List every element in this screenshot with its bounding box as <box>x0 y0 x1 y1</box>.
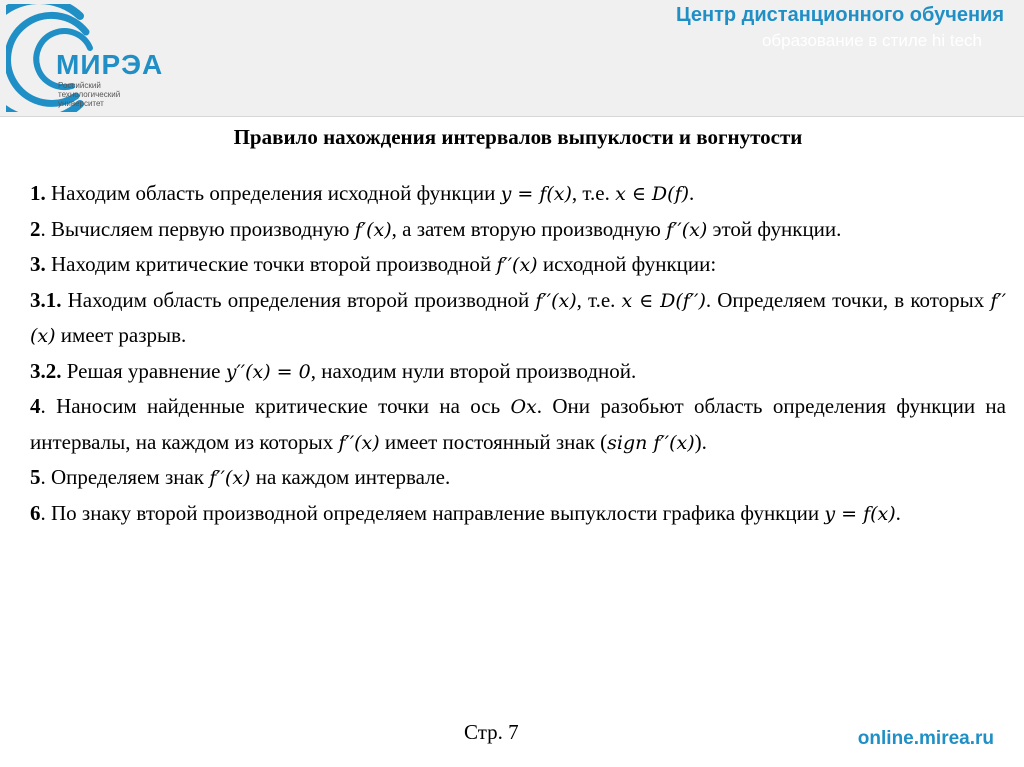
step-number: 6 <box>30 500 41 525</box>
step-text: . Вычисляем первую производную <box>40 216 355 241</box>
slide-content <box>30 118 1006 531</box>
step-text: . Определяем точки, в которых <box>705 287 991 312</box>
math-expression: x ∈ D(f) <box>615 183 690 205</box>
step-text: , а затем вторую производную <box>391 216 667 241</box>
step-text: имеет постоянный знак ( <box>379 429 608 454</box>
step-text: , т.е. <box>571 181 616 205</box>
step-number: 4 <box>30 394 41 418</box>
header-bar <box>0 0 1024 117</box>
step-item <box>30 496 1006 532</box>
step-text: на каждом интервале. <box>250 465 451 489</box>
math-expression: f′′(x) <box>496 254 538 276</box>
step-text: . Определяем знак <box>40 465 210 489</box>
step-text: Находим область определения второй производной <box>61 287 536 312</box>
step-text: Решая уравнение <box>61 358 226 383</box>
step-text: ). <box>694 429 707 454</box>
math-expression: f′′(x) <box>666 218 708 241</box>
footer-url: online.mirea.ru <box>857 728 994 749</box>
math-expression: sign f′′(x) <box>607 431 695 454</box>
step-text: исходной функции: <box>537 252 717 276</box>
step-item <box>30 212 1006 248</box>
math-expression: f′′(x) <box>30 289 1007 347</box>
step-text: , т.е. <box>576 287 622 312</box>
step-number: 3.2. <box>30 358 62 383</box>
step-text: . Они разобьют область определения функции на интервалы, на каждом из которых <box>30 394 1006 454</box>
steps-list <box>30 176 1006 531</box>
document-title: Правило нахождения интервалов выпуклости и вогнутости <box>233 125 803 149</box>
header-title: Центр дистанционного обучения <box>676 4 1004 26</box>
math-expression: y = f(x) <box>500 183 572 205</box>
step-text: Находим критические точки второй производной <box>45 252 497 276</box>
step-text: имеет разрыв. <box>55 323 187 347</box>
math-expression: f′′(x) <box>209 467 251 489</box>
mirea-logo <box>6 4 196 112</box>
step-text: этой функции. <box>707 216 842 241</box>
step-number: 1. <box>30 181 46 205</box>
step-number: 2 <box>30 216 41 241</box>
math-expression: f′(x) <box>354 218 392 241</box>
step-number: 5 <box>30 465 41 489</box>
math-expression: y = f(x) <box>824 502 896 525</box>
logo-caption-line-3: университет <box>58 99 104 108</box>
math-expression: f′′(x) <box>535 289 577 312</box>
step-text: . Наносим найденные критические точки на ось <box>40 394 511 418</box>
step-item <box>30 176 1006 212</box>
logo-wordmark: МИРЭА <box>56 49 164 80</box>
step-item <box>30 247 1006 283</box>
math-expression: x ∈ D(f′′) <box>621 289 706 312</box>
page-number: Стр. 7 <box>464 720 519 744</box>
step-item <box>30 389 1006 460</box>
step-item <box>30 460 1006 496</box>
logo-caption-line-2: технологический <box>58 90 121 99</box>
step-number: 3.1. <box>30 287 62 312</box>
math-expression: y′′(x) = 0 <box>225 360 311 383</box>
step-text: Находим область определения исходной функции <box>45 181 501 205</box>
step-text: . По знаку второй производной определяем направление выпуклости графика функции <box>40 500 825 525</box>
logo-caption-line-1: Российский <box>58 81 101 90</box>
step-number: 3. <box>30 252 46 276</box>
step-item <box>30 354 1006 390</box>
step-text: . <box>689 181 695 205</box>
math-expression: Ox <box>510 396 537 418</box>
step-text: . <box>895 500 901 525</box>
step-item <box>30 283 1006 354</box>
step-text: , находим нули второй производной. <box>310 358 637 383</box>
header-subtitle: образование в стиле hi tech <box>761 31 982 50</box>
math-expression: f′′(x) <box>338 431 380 454</box>
